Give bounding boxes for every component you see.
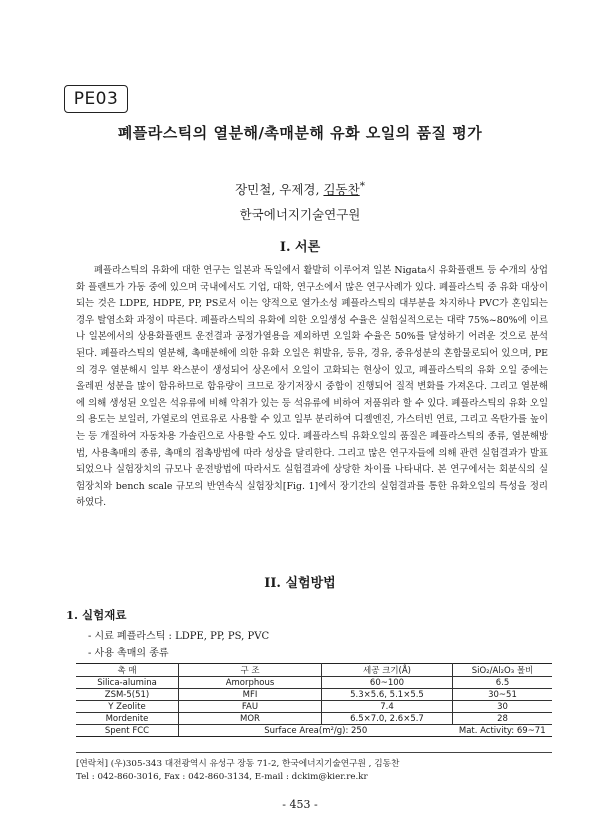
subsection-heading-materials: 1. 실험재료	[66, 608, 127, 622]
table-cell: MFI	[179, 689, 322, 701]
corresponding-mark: *	[359, 180, 365, 192]
table-row	[76, 701, 552, 713]
table-cell: Mordenite	[76, 713, 179, 725]
table-header: SiO₂/Al₂O₃ 몰비	[453, 664, 553, 677]
table-cell: 5.3×5.6, 5.1×5.5	[322, 689, 453, 701]
author-names: 장민철, 우제경,	[235, 182, 324, 198]
section-heading-introduction: I. 서론	[279, 240, 321, 255]
author-list	[0, 180, 600, 198]
paper-title: 폐플라스틱의 열분해/촉매분해 유화 오일의 품질 평가	[117, 124, 483, 142]
table-header: 세공 크기(Å)	[322, 664, 453, 677]
table-cell: Spent FCC	[76, 725, 179, 737]
corresponding-author: 김동찬	[323, 182, 360, 198]
sample-list-item: - 시료 폐플라스틱 : LDPE, PP, PS, PVC	[88, 631, 270, 642]
table-cell: 7.4	[322, 701, 453, 713]
catalyst-table	[76, 663, 552, 737]
affiliation: 한국에너지기술연구원	[239, 207, 361, 222]
table-cell: MOR	[179, 713, 322, 725]
table-cell: FAU	[179, 701, 322, 713]
table-cell: 30	[453, 701, 553, 713]
table-header: 촉 매	[76, 664, 179, 677]
contact-address: [연락처] (우)305-343 대전광역시 유성구 장동 71-2, 한국에너지기술연구원 , 김동찬	[76, 759, 400, 769]
table-cell: Silica-alumina	[76, 677, 179, 689]
table-cell-activity: Mat. Activity: 69~71	[453, 725, 553, 737]
table-cell: 28	[453, 713, 553, 725]
table-header-row	[76, 664, 552, 677]
section-heading-methods: II. 실험방법	[264, 576, 336, 591]
table-cell: 30~51	[453, 689, 553, 701]
introduction-paragraph: 폐플라스틱의 유화에 대한 연구는 일본과 독일에서 활발히 이루어져 일본 Nigata시 유화플랜트 등 수개의 상업화 플랜트가 가동 중에 있으며 국내에서도 기업, 대학, 연구소에서 많은 연구사례가 있다. 폐플라스틱 중 유화 대상이 되는 것은 LDPE, HDPE, PP, PS로서 이는 양적으로 열가소성 폐플라스틱의 대부분을 차지하나 PVC가 혼입되는 경우 탈염소화 과정이 따른다. 폐플라스틱의 유화에 의한 오일생성 수율은 실험실적으로는 대략 75%~80%에 이르나 일본에서의 상용화플랜트 운전결과 공정가열용을 제외하면 오일화 수율은 50%를 달성하기 어려운 것으로 분석된다. 폐플라스틱의 열분해, 촉매분해에 의한 유화 오일은 휘발유, 등유, 경유, 중유성분의 혼합물로되어 있으며, PE의 경우 열분해시 일부 왁스분이 생성되어 상온에서 오일이 고화되는 현상이 있고, 폐플라스틱의 유화 오일 중에는 올레핀 성분을 많이 함유하므로 함유량이 크므로 장기저장시 중합이 진행되어 질적 변화를 가져온다. 그리고 열분해에 의해 생성된 오일은 석유류에 비해 악취가 있는 등 석유류에 비하여 저품위라 할 수 있다. 폐플라스틱의 유화 오일의 용도는 보일러, 가열로의 연료유로 사용할 수 있고 일부 분리하여 디젤엔진, 가스터빈 연료, 그리고 옥탄가를 높이는 등 개질하여 자동차용 가솔린으로 사용할 수도 있다. 폐플라스틱 유화오일의 품질은 폐플라스틱의 종류, 열분해방법, 사용촉매의 종류, 촉매의 접촉방법에 따라 성상을 달리한다. 그리고 많은 연구자들에 의해 관련 실험결과가 발표되었으나 실험장치의 규모나 운전방법에 따라서도 실험결과에 상당한 차이를 나타내다. 본 연구에서는 회분식의 실험장치와 bench scale 규모의 반연속식 실험장치[Fig. 1]에서 장기간의 실험결과를 통한 유화오일의 특성을 정리하였다.	[76, 265, 548, 509]
table-header: 구 조	[179, 664, 322, 677]
table-cell: 60~100	[322, 677, 453, 689]
table-row	[76, 689, 552, 701]
table-cell: ZSM-5(51)	[76, 689, 179, 701]
page-number: - 453 -	[282, 798, 318, 811]
session-code-box: PE03	[64, 85, 128, 113]
footnote-divider	[76, 752, 552, 753]
table-cell-surface-area: Surface Area(m²/g): 250	[179, 725, 453, 737]
table-row	[76, 725, 552, 737]
catalyst-list-item: - 사용 촉매의 종류	[88, 648, 169, 659]
table-row	[76, 677, 552, 689]
table-row	[76, 713, 552, 725]
table-cell: 6.5×7.0, 2.6×5.7	[322, 713, 453, 725]
contact-phone-email: Tel : 042-860-3016, Fax : 042-860-3134, E-mail : dckim@kier.re.kr	[76, 772, 368, 782]
table-cell: Amorphous	[179, 677, 322, 689]
table-cell: 6.5	[453, 677, 553, 689]
table-cell: Y Zeolite	[76, 701, 179, 713]
